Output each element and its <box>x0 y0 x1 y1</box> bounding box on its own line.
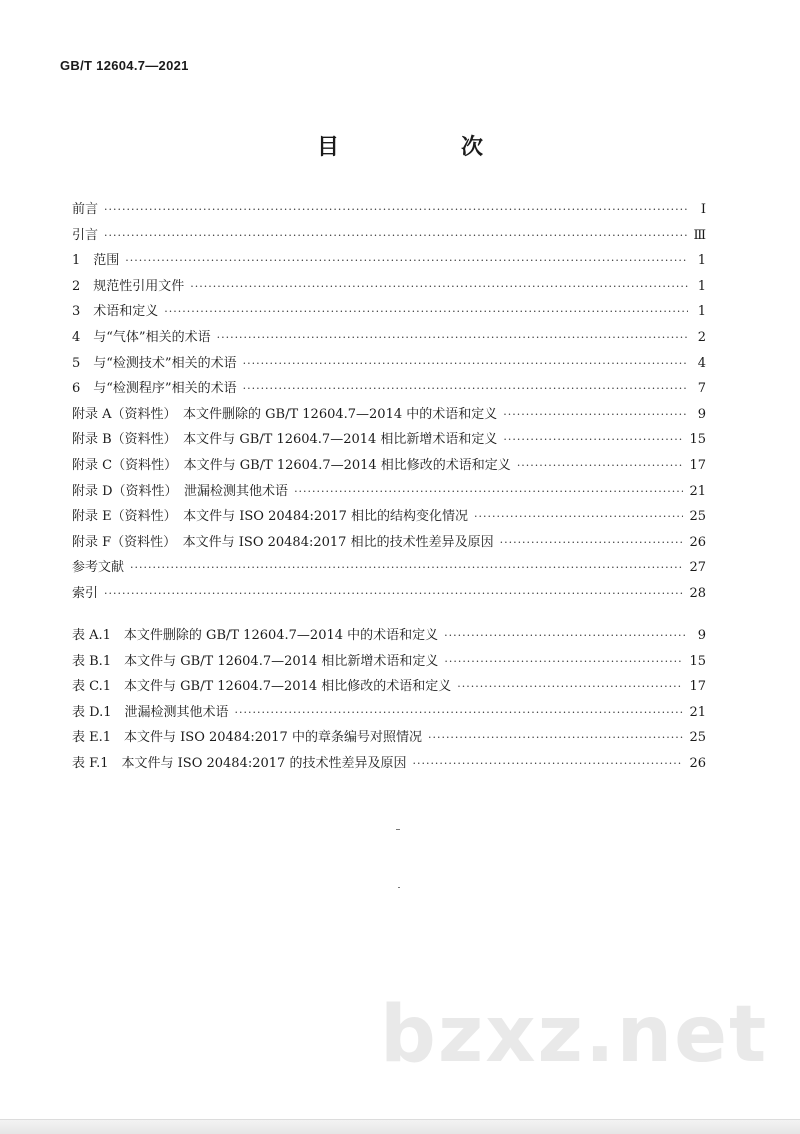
table-entry-label: 表 B.1 本文件与 GB/T 12604.7—2014 相比新增术语和定义 <box>72 653 439 669</box>
toc-entry-label: 附录 E（资料性） 本文件与 ISO 20484:2017 相比的结构变化情况 <box>72 509 469 525</box>
table-entry <box>72 726 706 752</box>
table-entry-page: 9 <box>697 628 706 643</box>
toc-entry-page: 17 <box>689 457 706 473</box>
leader-dots <box>500 536 684 549</box>
leader-dots <box>457 680 683 693</box>
leader-dots <box>517 459 684 472</box>
leader-dots <box>190 280 688 293</box>
toc-entry <box>72 428 706 454</box>
toc-entry-page: 28 <box>689 585 706 601</box>
toc-entry-page: 1 <box>697 278 706 294</box>
toc-entry <box>72 300 706 326</box>
table-entry <box>72 701 706 727</box>
toc-entry-label: 索引 <box>72 585 99 601</box>
toc-entry-label: 附录 A（资料性） 本文件删除的 GB/T 12604.7—2014 中的术语和定义 <box>72 406 498 422</box>
list-of-tables <box>72 624 706 778</box>
toc-entry-label: 前言 <box>72 202 99 217</box>
toc-entry <box>72 224 706 250</box>
toc-entry <box>72 505 706 531</box>
page-bottom-edge <box>0 1119 800 1134</box>
table-entry <box>72 624 706 650</box>
toc-entry-page: Ⅲ <box>693 227 706 243</box>
table-entry-page: 26 <box>689 755 706 771</box>
toc-entry-label: 4 与“气体”相关的术语 <box>72 329 211 345</box>
leader-dots <box>217 331 688 344</box>
toc-entry-page: 7 <box>697 381 706 397</box>
toc-entry <box>72 556 706 582</box>
leader-dots <box>130 561 683 574</box>
toc-entry-page: 4 <box>697 355 706 371</box>
leader-dots <box>412 757 683 770</box>
toc-entry-label: 1 范围 <box>72 253 120 269</box>
leader-dots <box>444 629 688 642</box>
leader-dots <box>104 587 683 600</box>
table-entry-label: 表 D.1 泄漏检测其他术语 <box>72 704 229 720</box>
toc-entry <box>72 352 706 378</box>
table-entry-label: 表 A.1 本文件删除的 GB/T 12604.7—2014 中的术语和定义 <box>72 628 439 643</box>
toc-entry <box>72 480 706 506</box>
toc-entry <box>72 403 706 429</box>
toc-entry <box>72 249 706 275</box>
leader-dots <box>235 706 684 719</box>
toc-entry <box>72 275 706 301</box>
toc-entry-page: Ⅰ <box>700 202 706 217</box>
table-entry-page: 25 <box>689 730 706 746</box>
toc-entry-page: 27 <box>689 560 706 576</box>
leader-dots <box>125 254 688 267</box>
leader-dots <box>503 433 683 446</box>
leader-dots <box>503 408 688 421</box>
toc-entry-page: 15 <box>689 432 706 448</box>
toc-entry-label: 引言 <box>72 227 99 243</box>
table-entry-page: 15 <box>689 653 706 669</box>
toc-entry <box>72 377 706 403</box>
toc-entry-label: 2 规范性引用文件 <box>72 278 185 294</box>
leader-dots <box>444 655 683 668</box>
table-entry <box>72 675 706 701</box>
leader-dots <box>104 203 688 216</box>
leader-dots <box>474 510 683 523</box>
toc-entry-label: 附录 F（资料性） 本文件与 ISO 20484:2017 相比的技术性差异及原因 <box>72 534 494 550</box>
toc-entry <box>72 454 706 480</box>
toc-entry-label: 3 术语和定义 <box>72 304 159 320</box>
toc-entry <box>72 582 706 608</box>
table-entry-label: 表 E.1 本文件与 ISO 20484:2017 中的章条编号对照情况 <box>72 730 422 746</box>
table-entry <box>72 650 706 676</box>
leader-dots <box>243 357 688 370</box>
table-of-contents <box>72 198 706 608</box>
toc-entry-page: 9 <box>697 406 706 422</box>
leader-dots <box>428 731 684 744</box>
toc-entry-label: 附录 B（资料性） 本文件与 GB/T 12604.7—2014 相比新增术语和定义 <box>72 432 498 448</box>
toc-entry-label: 6 与“检测程序”相关的术语 <box>72 381 237 397</box>
page-title: 目 次 <box>316 134 509 160</box>
toc-entry-page: 1 <box>697 304 706 320</box>
toc-entry <box>72 326 706 352</box>
leader-dots <box>294 485 683 498</box>
toc-entry-page: 25 <box>689 509 706 525</box>
leader-dots <box>243 382 688 395</box>
toc-entry-page: 1 <box>697 253 706 269</box>
table-entry-label: 表 C.1 本文件与 GB/T 12604.7—2014 相比修改的术语和定义 <box>72 679 452 695</box>
toc-entry-page: 2 <box>697 329 706 345</box>
leader-dots <box>104 229 687 242</box>
toc-entry <box>72 531 706 557</box>
table-entry-label: 表 F.1 本文件与 ISO 20484:2017 的技术性差异及原因 <box>72 755 407 771</box>
toc-entry-label: 5 与“检测技术”相关的术语 <box>72 355 237 371</box>
table-entry <box>72 752 706 778</box>
toc-entry-label: 附录 C（资料性） 本文件与 GB/T 12604.7—2014 相比修改的术语和定义 <box>72 457 511 473</box>
leader-dots <box>164 305 688 318</box>
watermark-logo: bzxz.net <box>380 990 769 1080</box>
standard-code: GB/T 12604.7—2021 <box>60 58 189 73</box>
scan-speck <box>396 829 400 830</box>
toc-entry-page: 26 <box>689 534 706 550</box>
table-entry-page: 21 <box>689 704 706 720</box>
table-entry-page: 17 <box>689 679 706 695</box>
toc-entry-page: 21 <box>689 483 706 499</box>
toc-entry-label: 附录 D（资料性） 泄漏检测其他术语 <box>72 483 289 499</box>
scan-speck <box>398 887 400 888</box>
toc-entry-label: 参考文献 <box>72 560 125 576</box>
toc-entry <box>72 198 706 224</box>
